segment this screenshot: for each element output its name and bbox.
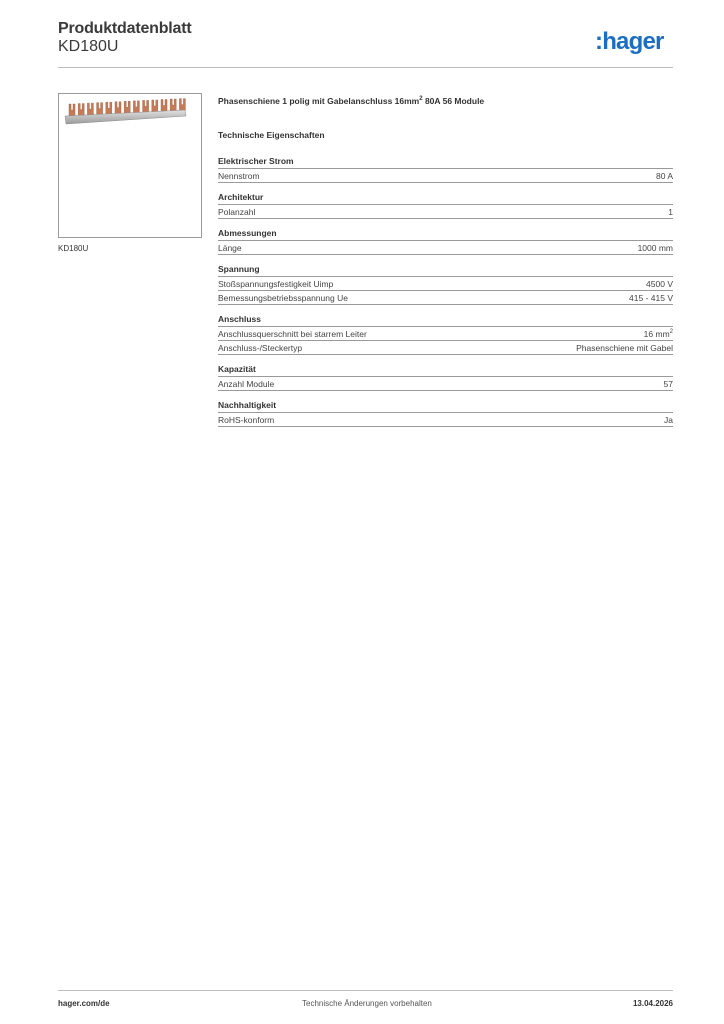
spec-label: Nennstrom (218, 171, 260, 181)
busbar-fork (170, 99, 176, 111)
spec-value-superscript: 2 (669, 329, 673, 336)
svg-text::hager: :hager (595, 28, 664, 55)
spec-label: Anschluss-/Steckertyp (218, 343, 303, 353)
spec-label: Bemessungsbetriebsspannung Ue (218, 293, 348, 303)
footer-divider (58, 990, 673, 991)
header-divider (58, 67, 673, 68)
spec-value: 1000 mm (637, 243, 673, 253)
group-anschluss (218, 314, 673, 355)
product-name (218, 96, 484, 106)
hager-logo (595, 27, 675, 57)
busbar-fork (161, 100, 167, 112)
busbar-fork (106, 102, 112, 114)
busbar-fork (143, 100, 149, 112)
spec-value (644, 328, 673, 340)
busbar-fork (87, 103, 93, 115)
product-name-suffix: 80A 56 Module (422, 96, 485, 106)
spec-row (218, 169, 673, 183)
spec-value: 1 (668, 207, 673, 217)
group-abmessungen (218, 228, 673, 255)
group-title: Abmessungen (218, 228, 673, 241)
busbar-fork (115, 102, 121, 114)
busbar-fork (78, 104, 84, 116)
spec-row (218, 277, 673, 291)
spec-value: Phasenschiene mit Gabel (576, 343, 673, 353)
spec-label: Anzahl Module (218, 379, 275, 389)
spec-row (218, 291, 673, 305)
product-name-main: Phasenschiene 1 polig mit Gabelanschluss 16mm (218, 96, 420, 106)
group-title: Anschluss (218, 314, 673, 327)
busbar-illustration (59, 94, 201, 237)
spec-row (218, 377, 673, 391)
group-title: Nachhaltigkeit (218, 400, 673, 413)
busbar-fork (97, 103, 103, 115)
footer-disclaimer: Technische Änderungen vorbehalten (302, 999, 432, 1008)
spec-value: 415 - 415 V (629, 293, 673, 303)
busbar-fork (69, 104, 75, 116)
product-image (58, 93, 202, 238)
group-title: Elektrischer Strom (218, 156, 673, 169)
busbar-fork (179, 99, 185, 111)
spec-label: Polanzahl (218, 207, 256, 217)
spec-table (218, 156, 673, 436)
spec-label: Länge (218, 243, 242, 253)
spec-value: 57 (663, 379, 673, 389)
product-code: KD180U (58, 38, 119, 55)
product-image-caption: KD180U (58, 244, 89, 253)
busbar-fork (133, 101, 139, 113)
spec-label: Stoßspannungsfestigkeit Uimp (218, 279, 334, 289)
footer-date: 13.04.2026 (632, 999, 673, 1008)
spec-value: 80 A (655, 171, 673, 181)
spec-row (218, 413, 673, 427)
spec-row (218, 341, 673, 355)
group-architektur (218, 192, 673, 219)
spec-label: Anschlussquerschnitt bei starrem Leiter (218, 329, 367, 339)
spec-label: RoHS-konform (218, 415, 275, 425)
group-title: Spannung (218, 264, 673, 277)
group-kapazitaet (218, 364, 673, 391)
busbar-fork (152, 100, 158, 112)
footer-website-link[interactable]: hager.com/de (58, 999, 110, 1008)
spec-row (218, 241, 673, 255)
section-title: Technische Eigenschaften (218, 130, 325, 140)
group-elektrischer-strom (218, 156, 673, 183)
group-spannung (218, 264, 673, 305)
spec-value-main: 16 mm (643, 329, 670, 339)
spec-value: Ja (664, 415, 673, 425)
group-nachhaltigkeit (218, 400, 673, 427)
group-title: Architektur (218, 192, 673, 205)
group-title: Kapazität (218, 364, 673, 377)
document-title: Produktdatenblatt (58, 20, 192, 37)
spec-row (218, 205, 673, 219)
product-name-superscript: 2 (419, 96, 423, 103)
spec-row (218, 327, 673, 341)
busbar-fork (124, 101, 130, 113)
spec-value: 4500 V (646, 279, 673, 289)
